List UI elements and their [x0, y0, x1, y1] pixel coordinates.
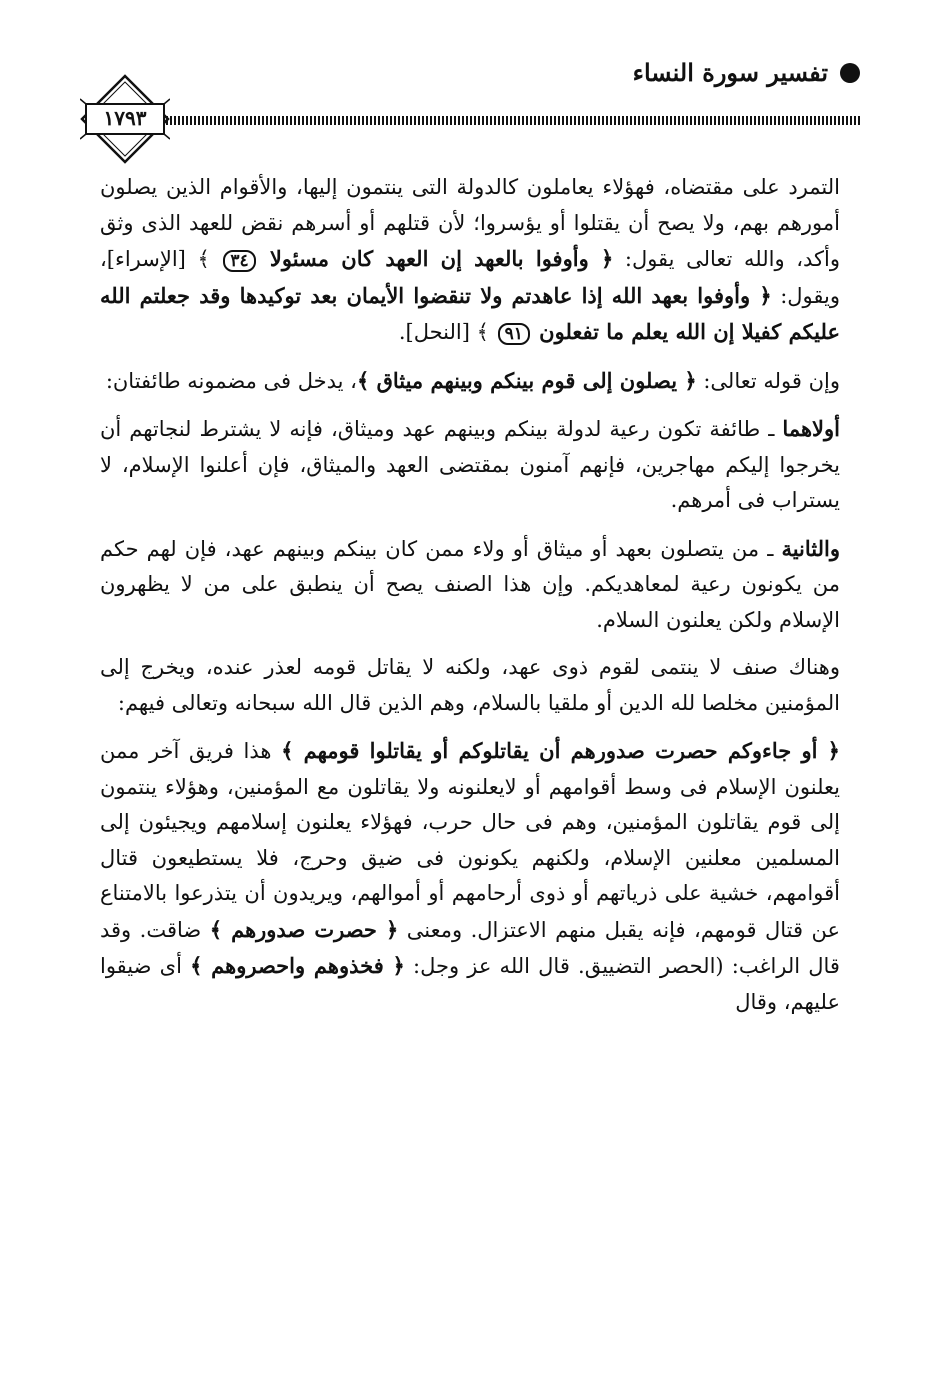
body-text: هذا فريق آخر ممن يعلنون الإسلام فى وسط أقوامهم أو لايعلنونه ولا يقاتلون مع المؤمنين، وهؤلاء ينتمون إلى قوم يقاتلون المؤمنين، وهم فى حال حرب، فهؤلاء يعلنون إسلامهم ويجيئون إلى المسلمين معلنين الإسلام، ولكنهم يكونون فى ضيق وحرج، فلا يستطيعون قتال أقوامهم، خشية على ذرياتهم أو ذوى أرحامهم أو أموالهم، ويريدون أن يتذرعوا بالامتناع عن قتال قومهم، فإنه يقبل منهم الاعتزال. ومعنى — [100, 739, 841, 942]
ayah-number: ٩١ — [498, 323, 530, 345]
body-text: ـ من يتصلون بعهد أو ميثاق أو ولاء ممن كان بينكم وبينهم عهد، فإن لهم حكم من يكونون رعية لمعاهديكم. وإن هذا الصنف يصح أن ينطبق على من لا يظهرون الإسلام ولكن يعلنون السلام. — [100, 536, 840, 632]
paragraph-1 — [100, 170, 840, 351]
body-text: ﴾ [الإسراء]، ويقول: — [100, 247, 841, 308]
paragraph-6 — [100, 733, 840, 1020]
paragraph-lead: والثانية — [781, 535, 840, 561]
quran-verse: ﴿ فخذوهم واحصروهم ﴾ — [190, 953, 405, 978]
body-text: وإن قوله تعالى: — [696, 368, 840, 393]
body-text: أى ضيقوا عليهم، وقال — [100, 954, 840, 1014]
body-text: وهناك صنف لا ينتمى لقوم ذوى عهد، ولكنه لا يقاتل قومه لعذر عنده، ويخرج إلى المؤمنين مخلصا لله الدين أو ملقيا بالسلام، وهم الذين قال الله سبحانه وتعالى فيهم: — [100, 655, 840, 715]
title-ornament-icon — [840, 63, 860, 83]
quran-verse: ﴿ حصرت صدورهم ﴾ — [209, 916, 399, 942]
paragraph-2 — [100, 363, 840, 400]
body-text: التمرد على مقتضاه، فهؤلاء يعاملون كالدولة التى ينتمون إليها، والأقوام الذين يصلون أمورهم بهم، ولا يصح أن يقتلوا أو يؤسروا؛ لأن قتلهم أو أسرهم نقض للعهد الذى وثق وأكد، والله تعالى يقول: — [100, 175, 840, 271]
body-text: ـ طائفة تكون رعية لدولة بينكم وبينهم عهد وميثاق، فإنه لا يشترط لنجاتهم أن يخرجوا إليكم مهاجرين، فإنهم آمنون بمقتضى العهد والميثاق، فإن أعلنوا الإسلام، لا يستراب فى أمرهم. — [100, 417, 840, 512]
surah-title: تفسير سورة النساء — [632, 58, 828, 87]
paragraph-3 — [100, 411, 840, 519]
paragraph-lead: أولاهما — [782, 416, 840, 441]
quran-verse: ﴿ أو جاءوكم حصرت صدورهم أن يقاتلوكم أو يقاتلوا قومهم ﴾ — [281, 738, 840, 763]
paragraph-5 — [100, 650, 840, 721]
body-text: ﴾ [النحل]. — [398, 320, 496, 344]
header-rule — [158, 116, 860, 125]
quran-verse: ﴿ وأوفوا بالعهد إن العهد كان مسئولا — [257, 246, 614, 271]
body-text: ضاقت. وقد قال الراغب: (الحصر التضييق. قال الله عز وجل: — [100, 917, 840, 978]
body-text: ، يدخل فى مضمونه طائفتان: — [105, 368, 357, 393]
page-body — [100, 170, 840, 1032]
quran-verse: ﴿ وأوفوا بعهد الله إذا عاهدتم ولا تنقضوا الأيمان بعد توكيدها وقد جعلتم الله عليكم كفيلا إن الله يعلم ما تفعلون — [100, 282, 840, 344]
running-title — [633, 58, 860, 87]
page-number-badge — [80, 74, 170, 164]
page-header — [60, 50, 860, 180]
quran-verse: ﴿ يصلون إلى قوم بينكم وبينهم ميثاق ﴾ — [356, 367, 697, 393]
page-number: ١٧٩٣ — [103, 106, 147, 130]
ayah-number: ٣٤ — [223, 250, 255, 272]
paragraph-4 — [100, 531, 840, 639]
